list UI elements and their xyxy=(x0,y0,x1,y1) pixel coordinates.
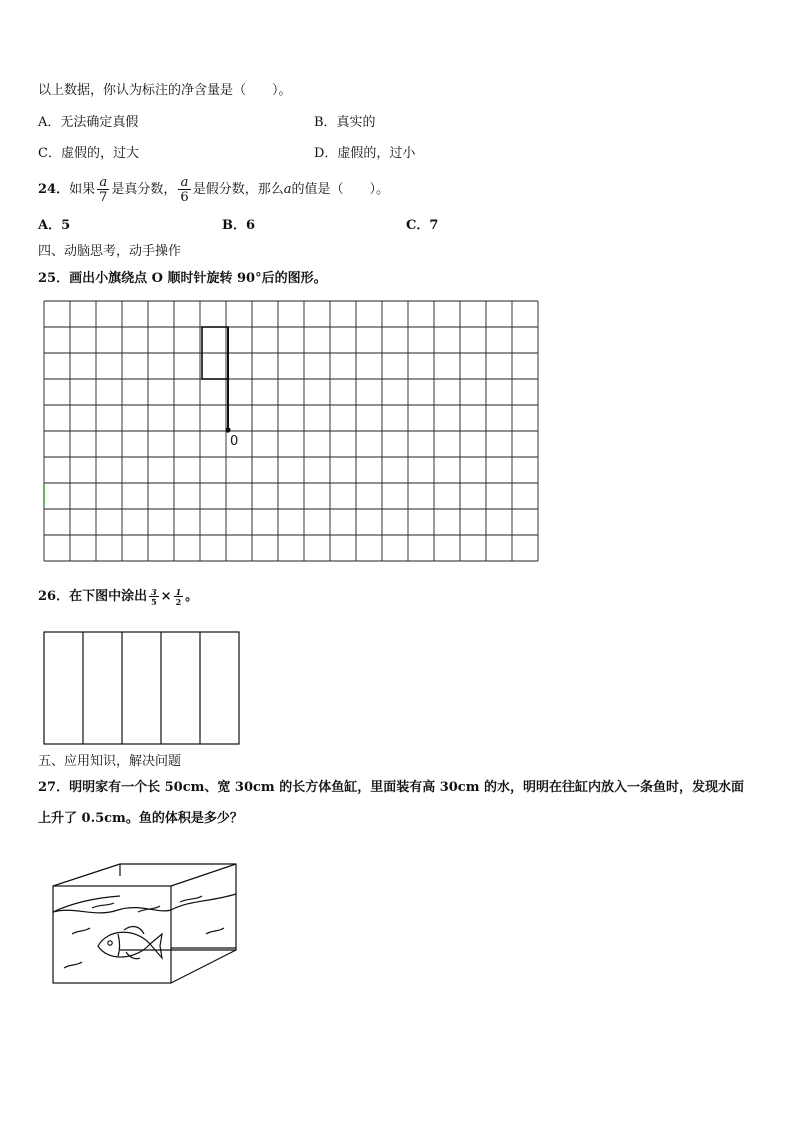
q24-frac2-denominator: 6 xyxy=(180,189,189,205)
ripple xyxy=(64,962,82,968)
q24-frac2-numerator: a xyxy=(180,174,189,190)
q26-frac2-numerator: 1 xyxy=(175,586,182,597)
q24-option-b: B．6 xyxy=(222,218,256,233)
q24-mid1: 是真分数， xyxy=(111,182,177,197)
q23-option-d: D．虚假的，过小 xyxy=(314,146,416,161)
tank-edge xyxy=(53,864,120,886)
q24-frac1-numerator: a xyxy=(99,174,108,190)
fish-icon xyxy=(98,927,162,959)
q26-frac1-denominator: 5 xyxy=(151,596,157,607)
pivot-point-label: 0 xyxy=(230,434,239,449)
q26-suffix: 。 xyxy=(185,589,199,604)
q24-mid2: 是假分数，那么 xyxy=(192,182,284,197)
q23-option-a: A．无法确定真假 xyxy=(38,115,139,130)
section4-title: 四、动脑思考，动手操作 xyxy=(38,244,182,259)
q27-line1: 27．明明家有一个长 50cm、宽 30cm 的长方体鱼缸，里面装有高 30cm 的水，明明在往缸内放入一条鱼时，发现水面 xyxy=(38,780,745,795)
q24-frac1-denominator: 7 xyxy=(99,189,108,205)
q26-frac2-denominator: 2 xyxy=(175,596,182,607)
tank-edge xyxy=(171,950,236,983)
q24-option-c: C．7 xyxy=(406,218,439,233)
q24-number: 24． xyxy=(38,182,70,197)
q24-suffix: 的值是（ ）。 xyxy=(291,182,389,197)
ripple xyxy=(206,928,224,934)
q27-line2: 上升了 0.5cm。鱼的体积是多少？ xyxy=(38,811,243,826)
ripple xyxy=(138,906,160,912)
q23-stem-tail: 以上数据，你认为标注的净含量是（ ）。 xyxy=(38,83,292,98)
q26-times: × xyxy=(160,589,172,604)
q24-variable: a xyxy=(283,182,292,197)
q23-option-c: C．虚假的，过大 xyxy=(38,146,139,161)
q23-option-b: B．真实的 xyxy=(314,115,376,130)
ripple xyxy=(92,903,114,908)
q24-prefix: 如果 xyxy=(69,182,96,197)
q25-text: 25．画出小旗绕点 O 顺时针旋转 90°后的图形。 xyxy=(38,271,327,286)
q24-option-a: A．5 xyxy=(38,218,71,233)
q26-prefix: 26．在下图中涂出 xyxy=(38,589,148,604)
section5-title: 五、应用知识，解决问题 xyxy=(38,754,182,769)
q26-frac1-numerator: 3 xyxy=(151,586,157,597)
ripple xyxy=(72,928,90,934)
tank-edge xyxy=(171,864,236,886)
